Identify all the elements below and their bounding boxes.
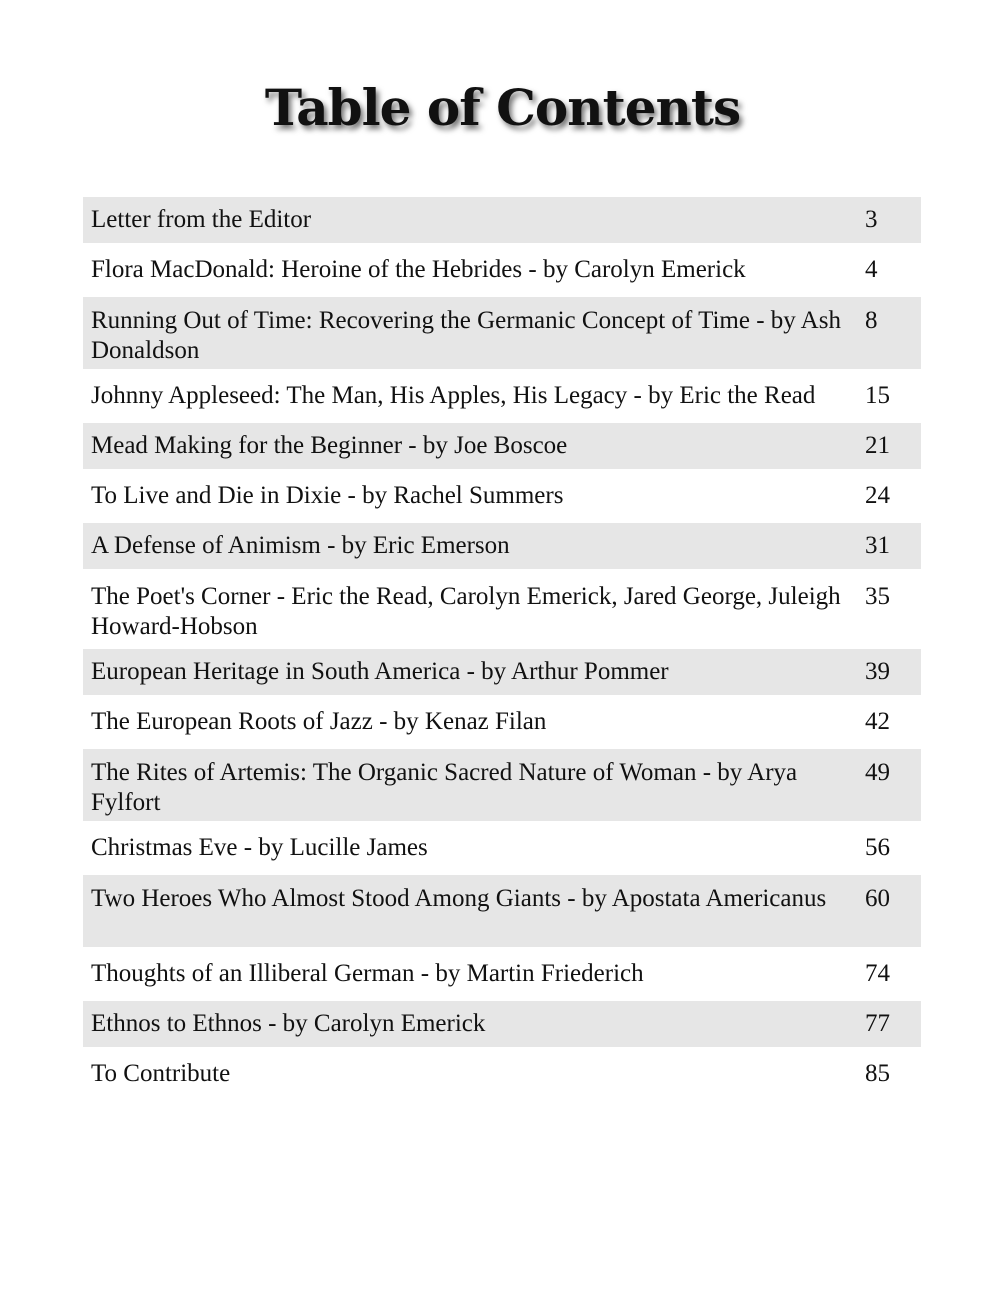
toc-page-number: 4: [865, 256, 878, 283]
toc-entry-title: The Rites of Artemis: The Organic Sacred Nature of Woman - by Arya Fylfort: [91, 759, 798, 816]
toc-page-number: 31: [865, 532, 890, 559]
toc-entry-title: To Contribute: [91, 1060, 231, 1087]
toc-entry-title: A Defense of Animism - by Eric Emerson: [91, 532, 510, 559]
toc-page-number: 3: [865, 206, 878, 233]
toc-entry-title: To Live and Die in Dixie - by Rachel Summers: [91, 482, 564, 509]
toc-page-number: 15: [865, 382, 890, 409]
toc-row: [83, 523, 921, 569]
toc-row: [83, 423, 921, 469]
toc-entry-title: Running Out of Time: Recovering the Germanic Concept of Time - by Ash Donaldson: [91, 307, 841, 364]
toc-entry-title: Christmas Eve - by Lucille James: [91, 834, 428, 861]
toc-entry-title: Mead Making for the Beginner - by Joe Boscoe: [91, 432, 568, 459]
toc-row: [83, 473, 921, 519]
toc-entry-title: Thoughts of an Illiberal German - by Martin Friederich: [91, 960, 644, 987]
toc-page-number: 42: [865, 708, 890, 735]
toc-page-number: 77: [865, 1010, 890, 1037]
toc-row: [83, 825, 921, 871]
toc-page-number: 39: [865, 658, 890, 685]
toc-page-number: 60: [865, 885, 890, 912]
toc-row: [83, 297, 921, 369]
toc-page-number: 74: [865, 960, 890, 987]
toc-row: [83, 373, 921, 419]
toc-page-number: 8: [865, 307, 878, 334]
toc-entry-title: Two Heroes Who Almost Stood Among Giants - by Apostata Americanus: [91, 885, 827, 912]
toc-row: [83, 573, 921, 645]
toc-entry-title: Flora MacDonald: Heroine of the Hebrides - by Carolyn Emerick: [91, 256, 746, 283]
toc-page-number: 21: [865, 432, 890, 459]
toc-entry-title: Letter from the Editor: [91, 206, 312, 233]
page-title: Table of Contents: [264, 78, 741, 137]
toc-row: [83, 1051, 921, 1097]
toc-row: [83, 699, 921, 745]
table-of-contents: [83, 197, 921, 1101]
toc-page-number: 85: [865, 1060, 890, 1087]
toc-page-number: 24: [865, 482, 890, 509]
toc-row: [83, 749, 921, 821]
toc-page-number: 56: [865, 834, 890, 861]
toc-entry-title: Johnny Appleseed: The Man, His Apples, His Legacy - by Eric the Read: [91, 382, 816, 409]
toc-entry-title: European Heritage in South America - by Arthur Pommer: [91, 658, 669, 685]
toc-row: [83, 951, 921, 997]
toc-row: [83, 247, 921, 293]
toc-row: [83, 649, 921, 695]
toc-row: [83, 875, 921, 947]
toc-page-number: 35: [865, 583, 890, 610]
toc-row: [83, 197, 921, 243]
toc-entry-title: The European Roots of Jazz - by Kenaz Filan: [91, 708, 547, 735]
toc-row: [83, 1001, 921, 1047]
toc-page-number: 49: [865, 759, 890, 786]
toc-entry-title: Ethnos to Ethnos - by Carolyn Emerick: [91, 1010, 486, 1037]
toc-entry-title: The Poet's Corner - Eric the Read, Carolyn Emerick, Jared George, Juleigh Howard-Hobson: [91, 583, 841, 640]
